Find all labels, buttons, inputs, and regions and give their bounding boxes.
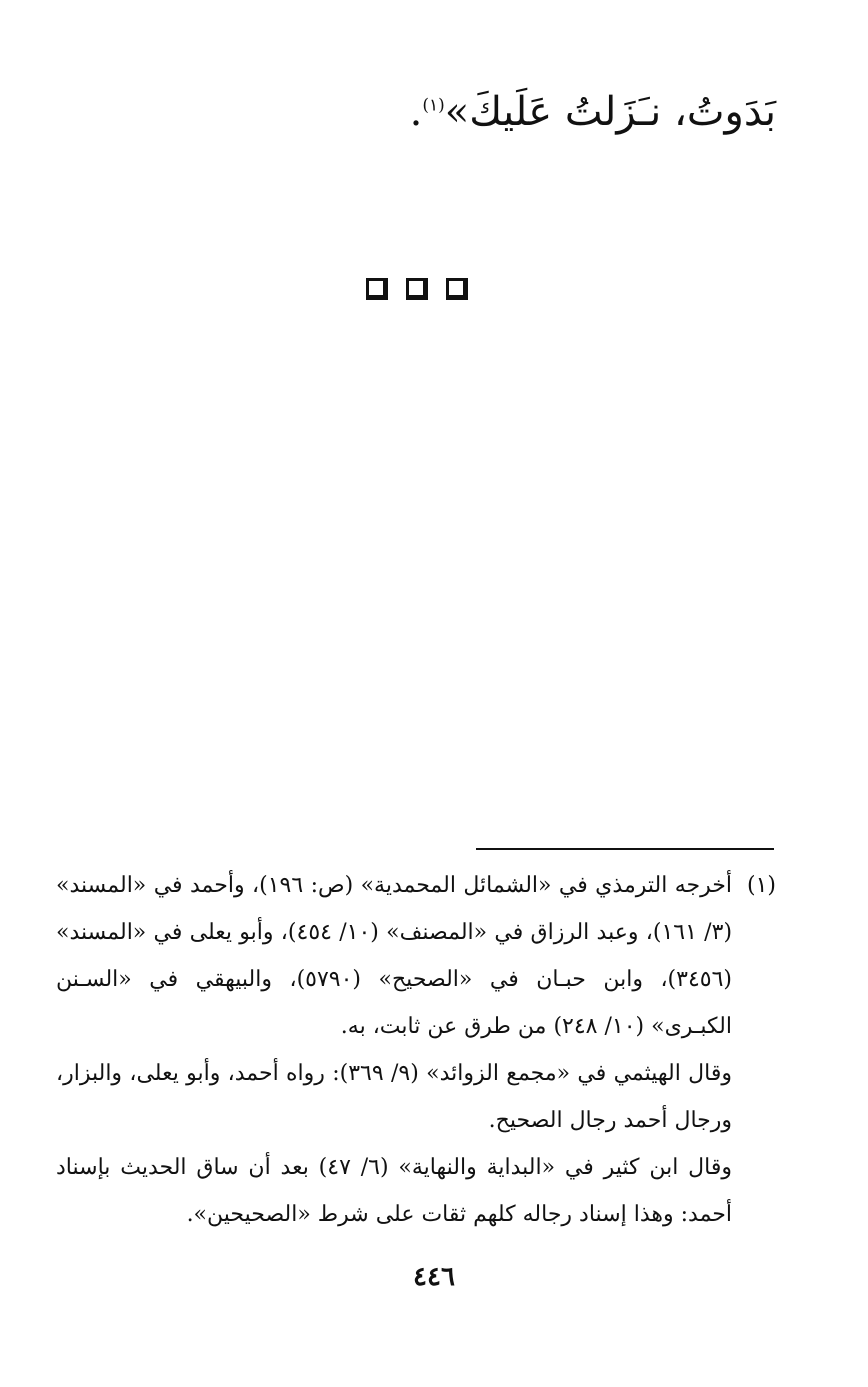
square-ornament-icon	[446, 278, 468, 300]
footnote-reference: (١)	[422, 95, 445, 116]
square-ornament-icon	[366, 278, 388, 300]
footnotes-section	[56, 862, 776, 1238]
section-separator	[366, 274, 506, 306]
footnote-paragraph: وقال ابن كثير في «البداية والنهاية» (٦/ ٤٧) بعد أن ساق الحديث بإسناد أحمد: وهذا إسناد رجاله كلهم ثقات على شرط «الصحيحين».	[56, 1155, 733, 1227]
footnote-item	[56, 862, 776, 1238]
main-text-end: .	[409, 89, 423, 135]
square-ornament-icon	[406, 278, 428, 300]
footnote-divider	[476, 848, 774, 850]
footnote-paragraph: وقال الهيثمي في «مجمع الزوائد» (٩/ ٣٦٩): رواه أحمد، وأبو يعلى، والبزار، ورجال أحمد رجال الصحيح.	[56, 1061, 732, 1133]
footnote-number: (١)	[746, 873, 776, 898]
page-number: ٤٤٦	[413, 1262, 455, 1292]
main-text: بَدَوتُ، نـَزَلتُ عَلَيكَ»	[444, 89, 776, 135]
footnote-paragraph: أخرجه الترمذي في «الشمائل المحمدية» (ص: ١٩٦)، وأحمد في «المسند» (٣/ ١٦١)، وعبد الرزاق في «المصنف» (١٠/ ٤٥٤)، وأبو يعلى في «المسند» (٣٤٥٦)، وابن حبـان في «الصحيح» (٥٧٩٠)، والبيهقي في «السـنن الكبـرى» (١٠/ ٢٤٨) من طرق عن ثابت، به.	[56, 873, 733, 1039]
main-text-line	[76, 76, 776, 148]
